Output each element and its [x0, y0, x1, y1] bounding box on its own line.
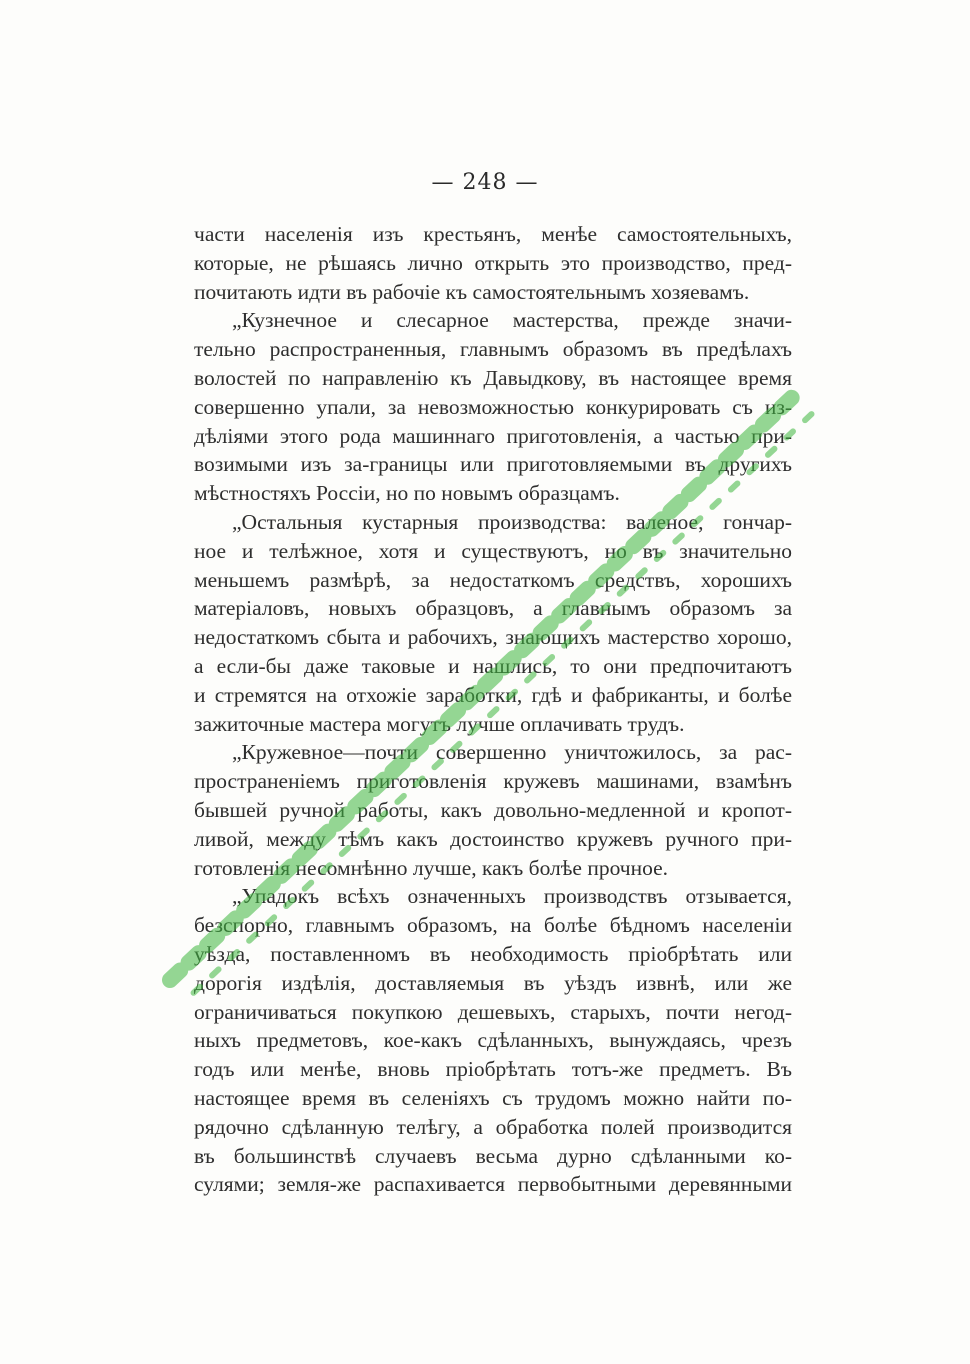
- text-line: тельно распространенныя, главнымъ образомъ въ предѣлахъ: [194, 337, 792, 362]
- text-line: готовленія несомнѣнно лучше, какъ болѣе прочное.: [194, 855, 669, 880]
- text-line: уѣзда, поставленномъ въ необходимость пріобрѣтать или: [194, 941, 792, 966]
- text-line: и стремятся на отхожіе заработки, гдѣ и фабриканты, и болѣе: [194, 682, 792, 707]
- text-line: меньшемъ размѣрѣ, за недостаткомъ средствъ, хорошихъ: [194, 567, 792, 592]
- text-line: зажиточные мастера могутъ лучше оплачивать трудъ.: [194, 711, 685, 736]
- text-line: возимыми изъ за-границы или приготовляемыми въ другихъ: [194, 452, 792, 477]
- watermark-dash: [805, 414, 811, 420]
- text-line: ограничиваться покупкою дешевыхъ, старыхъ, почти негод-: [194, 999, 792, 1024]
- text-line: матеріаловъ, новыхъ образцовъ, а главнымъ образомъ за: [194, 596, 792, 621]
- text-line: безспорно, главнымъ образомъ, на болѣе бѣдномъ населеніи: [194, 913, 792, 938]
- text-line: бывшей ручной работы, какъ довольно-медленной и кропот-: [194, 797, 792, 822]
- text-line: „Остальныя кустарныя производства: валеное, гончар-: [232, 509, 792, 534]
- text-line: сулями; земля-же распахивается первобытными деревянными: [194, 1172, 792, 1197]
- text-line: совершенно упали, за невозможностью конкурировать съ из-: [194, 394, 792, 419]
- text-line: въ большинствѣ случаевъ весьма дурно сдѣланными ко-: [194, 1143, 792, 1168]
- text-line: „Упадокъ всѣхъ означенныхъ производствъ отзывается,: [232, 884, 792, 909]
- text-line: пространеніемъ приготовленія кружевъ машинами, взамѣнъ: [194, 769, 792, 794]
- text-line: дорогія издѣлія, доставляемыя въ уѣздъ извнѣ, или же: [194, 970, 792, 995]
- text-line: настоящее время въ селеніяхъ съ трудомъ можно найти по-: [194, 1085, 792, 1110]
- page-number: — 248 —: [431, 170, 539, 195]
- text-line: недостаткомъ сбыта и рабочихъ, знающихъ мастерство хорошо,: [194, 625, 792, 650]
- text-line: годъ или менѣе, вновь пріобрѣтать тотъ-же предметъ. Въ: [194, 1057, 792, 1082]
- text-line: а если-бы даже таковые и нашлись, то они предпочитаютъ: [194, 653, 792, 678]
- watermark-dash: [170, 970, 180, 980]
- text-line: „Кружевное—почти совершенно уничтожилось, за рас-: [232, 740, 792, 765]
- text-line: ное и телѣжное, хотя и существуютъ, но въ значительно: [194, 538, 792, 563]
- text-line: части населенія изъ крестьянъ, менѣе самостоятельныхъ,: [194, 222, 792, 246]
- text-line: ливой, между тѣмъ какъ достоинство кружевъ ручного при-: [194, 826, 792, 851]
- text-line: ныхъ предметовъ, кое-какъ сдѣланныхъ, вынуждаясь, чрезъ: [194, 1028, 792, 1053]
- text-line: дѣліями этого рода машиннаго приготовленія, а частью при-: [194, 423, 792, 448]
- body-text: [194, 220, 792, 1199]
- text-line: которые, не рѣшаясь лично открыть это производство, пред-: [194, 250, 792, 275]
- text-line: мѣстностяхъ Россіи, но по новымъ образцамъ.: [194, 481, 620, 506]
- text-line: почитають идти въ рабочіе къ самостоятельнымъ хозяевамъ.: [194, 279, 750, 304]
- text-line: волостей по направленію къ Давыдкову, въ настоящее время: [194, 365, 792, 390]
- text-line: рядочно сдѣланную телѣгу, а обработка полей производится: [194, 1114, 792, 1139]
- text-line: „Кузнечное и слесарное мастерства, прежде значи-: [232, 308, 792, 333]
